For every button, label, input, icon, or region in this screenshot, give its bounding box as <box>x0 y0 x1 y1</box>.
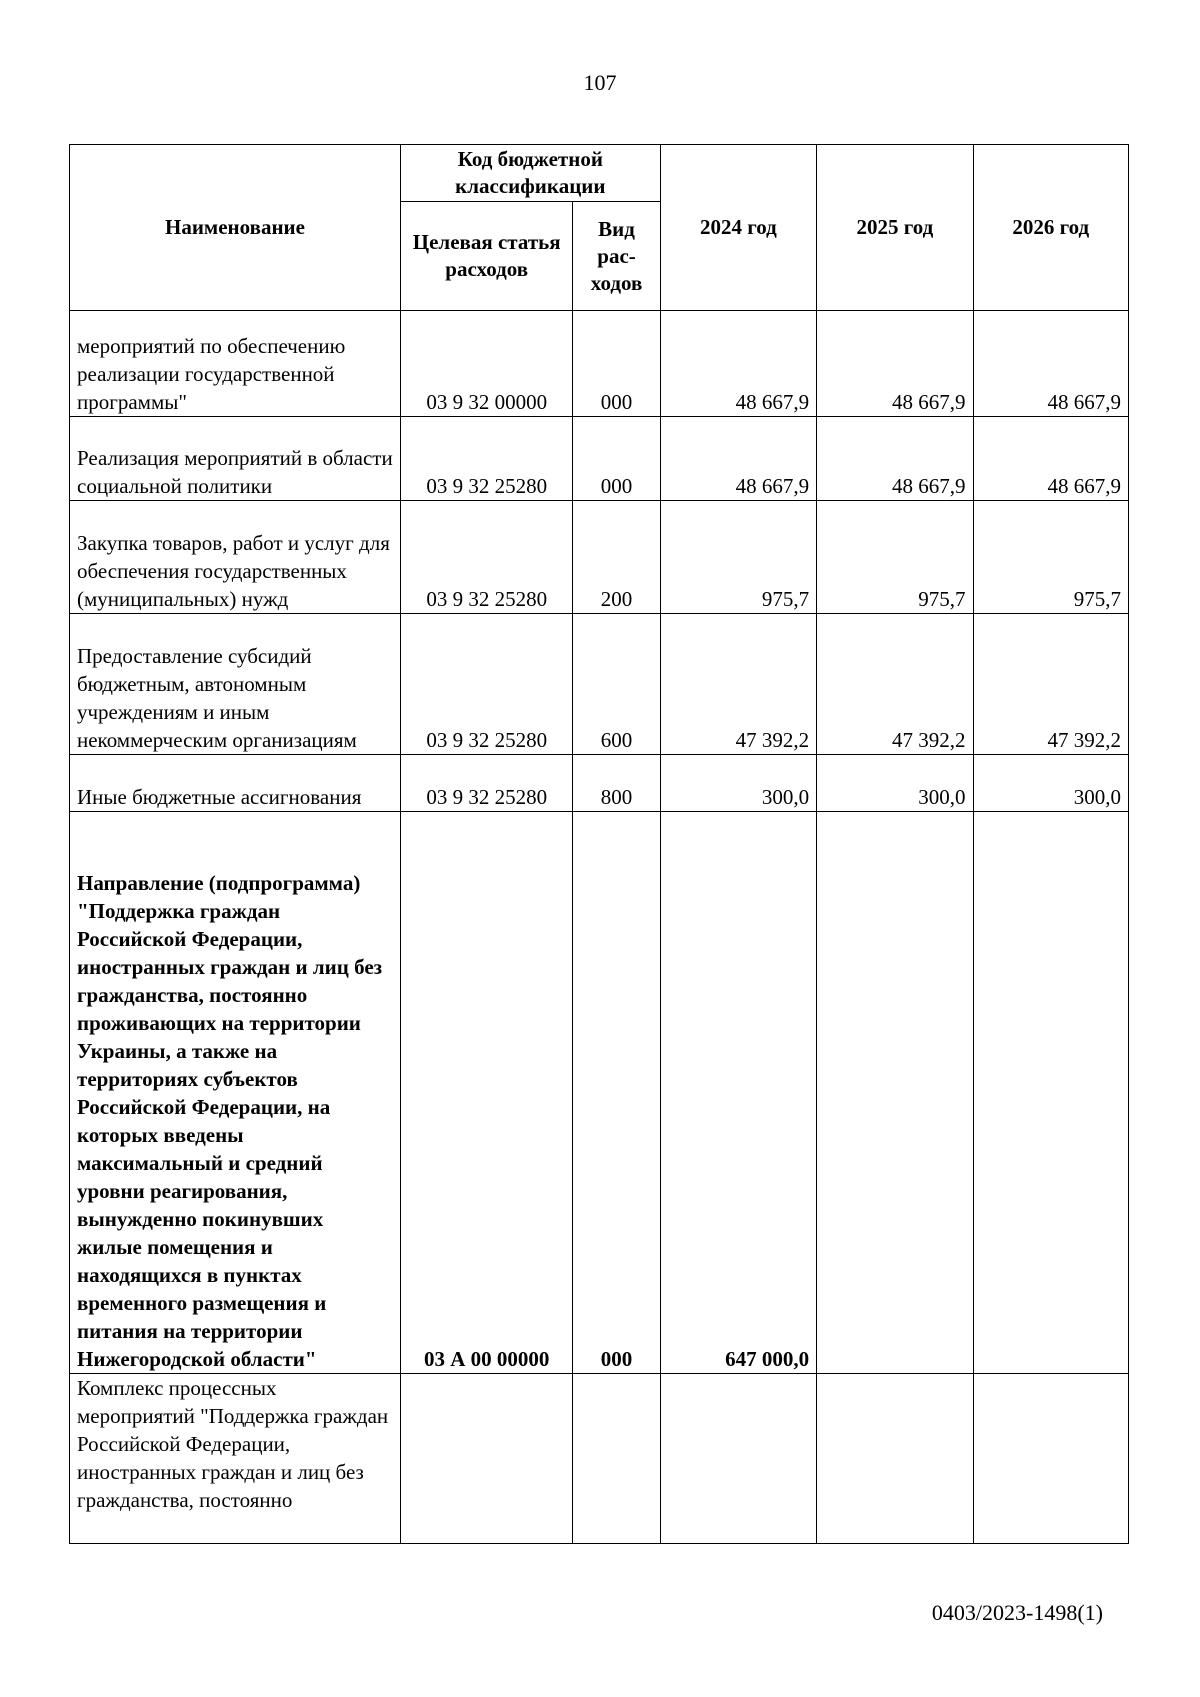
table-row <box>70 1374 1129 1544</box>
table-header <box>70 145 1129 311</box>
table-row <box>70 417 1129 501</box>
row-value-2024: 647 000,0 <box>660 812 816 1374</box>
row-expense-type: 000 <box>573 311 660 417</box>
row-expense-type: 600 <box>573 614 660 755</box>
table-row <box>70 501 1129 614</box>
row-value-2025: 975,7 <box>817 501 973 614</box>
row-value-2024 <box>660 1374 816 1544</box>
row-value-2026: 300,0 <box>973 755 1128 812</box>
row-name: Реализация мероприятий в области социальной политики <box>70 417 401 501</box>
row-value-2025: 47 392,2 <box>817 614 973 755</box>
table-body <box>70 311 1129 1544</box>
row-expense-type: 000 <box>573 417 660 501</box>
budget-table <box>69 144 1129 1544</box>
document-id: 0403/2023-1498(1) <box>931 1600 1103 1625</box>
row-value-2025 <box>817 812 973 1374</box>
row-expense-type <box>573 1374 660 1544</box>
header-code-group: Код бюджетной классификации <box>400 145 660 202</box>
row-name: Предоставление субсидий бюджетным, автономным учреждениям и иным некоммерческим организациям <box>70 614 401 755</box>
row-target-code: 03 А 00 00000 <box>400 812 572 1374</box>
row-value-2024: 47 392,2 <box>660 614 816 755</box>
row-expense-type: 800 <box>573 755 660 812</box>
header-2025: 2025 год <box>817 145 973 311</box>
header-name: Наименование <box>70 145 401 311</box>
row-name: Иные бюджетные ассигнования <box>70 755 401 812</box>
row-value-2026: 48 667,9 <box>973 311 1128 417</box>
row-value-2024: 48 667,9 <box>660 417 816 501</box>
row-name: Направление (подпрограмма) "Поддержка граждан Российской Федерации, иностранных граждан и лиц без гражданства, постоянно проживающих на территории Украины, а также на территориях субъектов Российской Федерации, на которых введены максимальный и средний уровни реагирования, вынужденно покинувших жилые помещения и находящихся в пунктах временного размещения и питания на территории Нижегородской области" <box>70 812 401 1374</box>
row-value-2025: 48 667,9 <box>817 311 973 417</box>
row-value-2026: 975,7 <box>973 501 1128 614</box>
header-expense-type: Вид рас- ходов <box>573 202 660 311</box>
row-value-2026: 48 667,9 <box>973 417 1128 501</box>
row-name: Комплекс процессных мероприятий "Поддержка граждан Российской Федерации, иностранных граждан и лиц без гражданства, постоянно <box>70 1374 401 1544</box>
row-value-2026: 47 392,2 <box>973 614 1128 755</box>
row-value-2025 <box>817 1374 973 1544</box>
header-2026: 2026 год <box>973 145 1128 311</box>
row-expense-type: 000 <box>573 812 660 1374</box>
header-2024: 2024 год <box>660 145 816 311</box>
row-target-code: 03 9 32 25280 <box>400 501 572 614</box>
row-value-2025: 48 667,9 <box>817 417 973 501</box>
row-name: Закупка товаров, работ и услуг для обеспечения государственных (муниципальных) нужд <box>70 501 401 614</box>
table-row-subprogram <box>70 812 1129 1374</box>
row-target-code: 03 9 32 25280 <box>400 417 572 501</box>
table-row <box>70 311 1129 417</box>
row-value-2026 <box>973 1374 1128 1544</box>
page-number: 107 <box>583 70 617 95</box>
header-target-article: Целевая статья расходов <box>400 202 572 311</box>
table-row <box>70 755 1129 812</box>
row-value-2024: 48 667,9 <box>660 311 816 417</box>
row-value-2024: 300,0 <box>660 755 816 812</box>
row-target-code: 03 9 32 00000 <box>400 311 572 417</box>
row-value-2026 <box>973 812 1128 1374</box>
row-target-code <box>400 1374 572 1544</box>
row-name: мероприятий по обеспечению реализации государственной программы" <box>70 311 401 417</box>
row-target-code: 03 9 32 25280 <box>400 755 572 812</box>
row-value-2025: 300,0 <box>817 755 973 812</box>
row-expense-type: 200 <box>573 501 660 614</box>
row-value-2024: 975,7 <box>660 501 816 614</box>
row-target-code: 03 9 32 25280 <box>400 614 572 755</box>
table-row <box>70 614 1129 755</box>
